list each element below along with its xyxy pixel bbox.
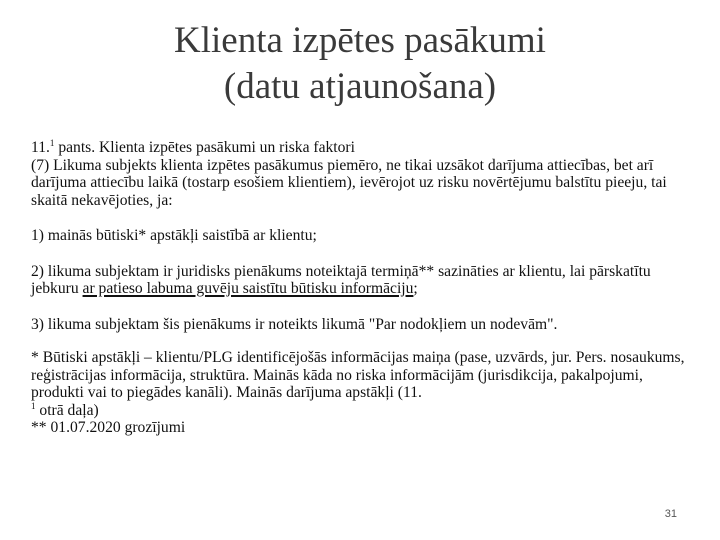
footnote-1-superscript: 1 xyxy=(31,400,36,411)
list-item-2-underlined-text: ar patieso labuma guvēju saistītu būtisku informāciju xyxy=(82,280,414,297)
article-number-superscript: 1 xyxy=(49,138,55,148)
footnote-1 xyxy=(31,349,691,419)
list-item-2 xyxy=(31,263,691,298)
footnote-1-end: otrā daļa) xyxy=(35,401,99,419)
list-item-3: 3) likuma subjektam šis pienākums ir noteikts likumā "Par nodokļiem un nodevām". xyxy=(31,315,558,333)
list-item-2-end: ; xyxy=(413,280,418,297)
title-line-2: (datu atjaunošana) xyxy=(223,66,497,107)
list-item-1: 1) mainās būtiski* apstākļi saistībā ar klientu; xyxy=(31,227,317,244)
slide-body xyxy=(31,139,691,437)
article-number: 11. xyxy=(31,139,50,156)
list-item-2-text: 2) likuma subjektam ir juridisks pienākums noteiktajā termiņā** sazināties ar klientu, lai pārskatītu jebkuru xyxy=(31,262,651,297)
article-heading xyxy=(31,139,691,157)
page-number: 31 xyxy=(664,508,677,520)
footnote-1-text: * Būtiski apstākļi – klientu/PLG identificējošās informācijas maiņa (pase, uzvārds, jur. Pers. nosaukums, reģistrācijas informācija, struktūra. Mainās kāda no riska informācijām (jurisdikcija, pakalpojumi, produkti vai to piegādes kanāli). Mainās darījuma apstākļi (11. xyxy=(31,349,685,401)
slide-title xyxy=(60,18,660,110)
footnote-2: ** 01.07.2020 grozījumi xyxy=(31,419,186,436)
intro-paragraph: (7) Likuma subjekts klienta izpētes pasākumus piemēro, ne tikai uzsākot darījuma attiecības, bet arī darījuma attiecību laikā (tostarp esošiem klientiem), ievērojot uz risku novērtējumu balstītu pieeju, tai skaitā nekavējoties, ja: xyxy=(31,156,667,209)
title-line-1: Klienta izpētes pasākumi xyxy=(174,20,546,61)
article-heading-text: pants. Klienta izpētes pasākumi un riska faktori xyxy=(54,139,355,156)
